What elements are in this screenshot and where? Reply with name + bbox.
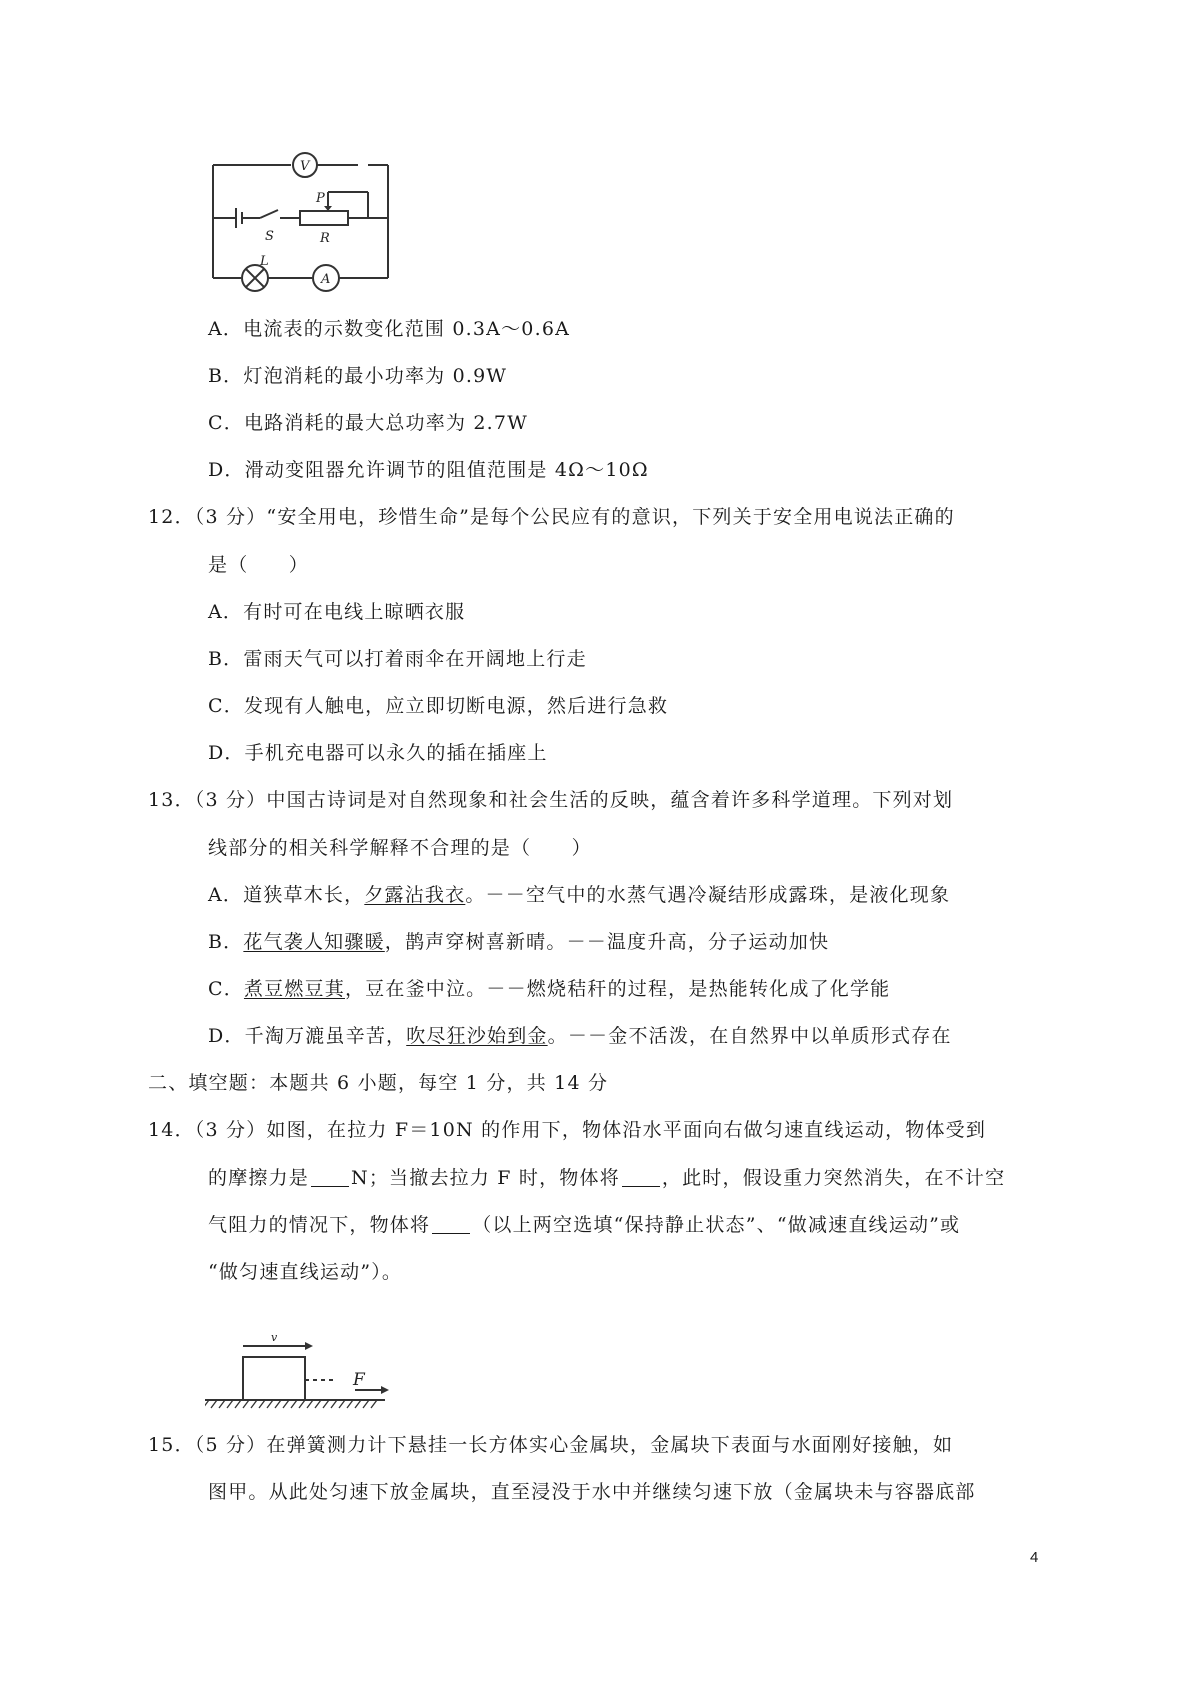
ground-hatch: [339, 1400, 345, 1408]
ground-hatch: [211, 1400, 217, 1408]
lamp-label: L: [260, 254, 269, 269]
q14-blank-3: [432, 1215, 470, 1234]
q11-option-d: D．滑动变阻器允许调节的阻值范围是 4Ω～10Ω: [208, 459, 649, 481]
q14-blank-1: [311, 1168, 349, 1187]
q12-option-c: C．发现有人触电，应立即切断电源，然后进行急救: [208, 695, 669, 717]
q14-stem-line2: [208, 1166, 1005, 1190]
force-label: F: [353, 1370, 365, 1390]
q13-stem-cont: 线部分的相关科学解释不合理的是（ ）: [208, 837, 592, 859]
ground-hatch: [259, 1400, 265, 1408]
q13-d-post: 。－－金不活泼，在自然界中以单质形式存在: [547, 1025, 952, 1047]
section-heading: 二、填空题：本题共 6 小题，每空 1 分，共 14 分: [148, 1072, 609, 1094]
q13-a-pre: A．道狭草木长，: [208, 884, 365, 906]
ground-hatch: [331, 1400, 337, 1408]
ground-hatch: [363, 1400, 369, 1408]
q14-text: ，此时，假设重力突然消失，在不计空: [661, 1167, 1006, 1189]
ground-hatch: [291, 1400, 297, 1408]
q15-stem: 15．（5 分）在弹簧测力计下悬挂一长方体实心金属块，金属块下表面与水面刚好接触，如: [148, 1434, 954, 1456]
q14-text: 气阻力的情况下，物体将: [208, 1214, 431, 1236]
q12-stem-cont: 是（ ）: [208, 554, 310, 576]
ground-hatch: [235, 1400, 241, 1408]
q15-stem-cont: 图甲。从此处匀速下放金属块，直至浸没于水中并继续匀速下放（金属块未与容器底部: [208, 1481, 976, 1503]
q13-stem: 13．（3 分）中国古诗词是对自然现象和社会生活的反映，蕴含着许多科学道理。下列对划: [148, 789, 954, 811]
ground-hatch: [219, 1400, 225, 1408]
q13-b-post: ，鹊声穿树喜新晴。－－温度升高，分子运动加快: [384, 931, 830, 953]
q13-c-pre: C．: [208, 978, 244, 1000]
slider-label: P: [316, 191, 325, 206]
q14-text: N；当撤去拉力 F 时，物体将: [351, 1167, 620, 1189]
q13-a-underlined: 夕露沾我衣: [364, 884, 466, 906]
q14-stem: 14．（3 分）如图，在拉力 F＝10N 的作用下，物体沿水平面向右做匀速直线运动，物体受到: [148, 1119, 987, 1141]
q13-b-pre: B．: [208, 931, 244, 953]
q13-a-post: 。－－空气中的水蒸气遇冷凝结形成露珠，是液化现象: [465, 884, 951, 906]
ground-hatch: [205, 1400, 209, 1408]
q14-stem-line3: [208, 1213, 960, 1237]
q12-option-a: A．有时可在电线上晾晒衣服: [208, 601, 466, 623]
force-diagram: [205, 1330, 395, 1415]
q13-option-c: [208, 977, 890, 1001]
ammeter-label: A: [321, 272, 331, 287]
ground-hatch: [243, 1400, 249, 1408]
q13-b-underlined: 花气袭人知骤暖: [243, 931, 385, 953]
q13-c-underlined: 煮豆燃豆萁: [243, 978, 345, 1000]
q11-option-b: B．灯泡消耗的最小功率为 0.9W: [208, 365, 508, 387]
circuit-diagram: [208, 150, 408, 295]
ground-hatch: [315, 1400, 321, 1408]
ground-hatch: [267, 1400, 273, 1408]
ground-hatch: [227, 1400, 233, 1408]
q14-blank-2: [622, 1168, 660, 1187]
ground-hatch: [299, 1400, 305, 1408]
q11-option-c: C．电路消耗的最大总功率为 2.7W: [208, 412, 528, 434]
q13-d-underlined: 吹尽狂沙始到金: [406, 1025, 548, 1047]
ground-hatch: [355, 1400, 361, 1408]
q13-option-a: [208, 883, 950, 907]
q12-stem: 12．（3 分）“安全用电，珍惜生命”是每个公民应有的意识，下列关于安全用电说法正确的: [148, 506, 955, 528]
q11-option-a: A．电流表的示数变化范围 0.3A～0.6A: [208, 318, 571, 340]
switch-label: S: [265, 229, 274, 244]
ground-hatch: [371, 1400, 377, 1408]
ground-hatch: [275, 1400, 281, 1408]
q13-option-d: [208, 1024, 952, 1048]
voltmeter-label: V: [300, 159, 310, 174]
resistor-label: R: [320, 231, 330, 246]
q13-c-post: ，豆在釜中泣。－－燃烧秸秆的过程，是热能转化成了化学能: [344, 978, 891, 1000]
q14-text: 的摩擦力是: [208, 1167, 310, 1189]
page-number: 4: [1030, 1549, 1039, 1566]
q14-stem-line4: “做匀速直线运动”）。: [208, 1261, 403, 1283]
ground-hatch: [283, 1400, 289, 1408]
ground-hatch: [251, 1400, 257, 1408]
q14-text: （以上两空选填“保持静止状态”、“做减速直线运动”或: [472, 1214, 961, 1236]
ground-hatch: [307, 1400, 313, 1408]
ground-hatch: [347, 1400, 353, 1408]
q12-option-d: D．手机充电器可以永久的插在插座上: [208, 742, 548, 764]
ground-hatch: [323, 1400, 329, 1408]
q13-d-pre: D．千淘万漉虽辛苦，: [208, 1025, 407, 1047]
q13-option-b: [208, 930, 829, 954]
velocity-label: v: [271, 1331, 278, 1344]
q12-option-b: B．雷雨天气可以打着雨伞在开阔地上行走: [208, 648, 587, 670]
